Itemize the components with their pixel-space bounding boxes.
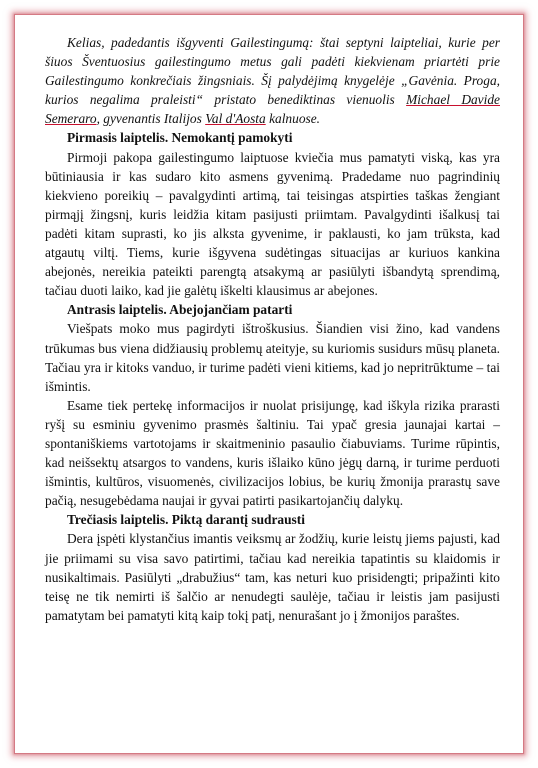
section-heading-3: Trečiasis laiptelis. Piktą darantį sudrausti xyxy=(67,512,305,528)
section-3-paragraph-1: Dera įspėti klystančius imantis veiksmų ar žodžių, kurie leistų jiems pajusti, kad jie priimami su visa savo patirtimi, tačiau kad nereikia tapatintis su klaidomis ir nusikaltimais. Pasiūlyti „drabužius“ tam, kas neturi kuo prisidengti; pripažinti kito teisę ne tik nemirti iš šalčio ar nenudegti saulėje, tačiau ir leistis jam pasijusti pamatytam bei pamatyti kitą kaip tokį patį, nenurašant jo į žmonijos paraštes. xyxy=(45,531,500,623)
author-name: Michael Davide Semeraro xyxy=(45,92,500,127)
section-heading-1: Pirmasis laiptelis. Nemokantį pamokyti xyxy=(67,130,293,146)
intro-text-3: kalnuose. xyxy=(265,111,321,127)
section-1-paragraph-1: Pirmoji pakopa gailestingumo laiptuose kviečia mus pamatyti viską, kas yra būtiniausia ir kas sudaro kito asmens gyvenimą. Pradedame nuo pagrindinių kiekvieno poreikių – pavalgydinti artimą, tai teisingas atspirties taškas žengiant pirmąjį žingsnį, kuris leidžia kitam pasijusti priimtam. Pavalgydinti išalkusį tai padėti kitam suprasti, ko jis alksta gyvenime, ir paklausti, ko jam trūksta, kad atgautų viltį. Tiems, kurie išgyvena sudėtingas situacijas ar kuriuos kankina abejonės, nereikia pateikti parengtą atsakymą ar pasiūlyti išbandytą sprendimą, tačiau duoti laiko, kad jie galėtų iškelti klausimus ar abejones. xyxy=(45,149,500,299)
section-2-paragraph-1: Viešpats moko mus pagirdyti ištroškusius. Šiandien visi žino, kad vandens trūkumas bus viena didžiausių problemų ateityje, su kuriomis susidurs mūsų planeta. Tačiau yra ir kitoks vanduo, ir turime padėti vieni kitiems, kad jo nepritrūktume – tai išmintis. xyxy=(45,321,500,394)
intro-text-2: , gyvenantis Italijos xyxy=(96,111,206,127)
section-heading-2: Antrasis laiptelis. Abejojančiam patarti xyxy=(67,302,293,318)
intro-text-1: Kelias, padedantis išgyventi Gailestingumą: štai septyni laipteliai, kurie per šiuos Šventuosius gailestingumo metus gali padėti kiekvienam priartėti prie Gailestingumo konkrečiais žingsniais. Šį palydėjimą knygelėje „Gavėnia. Proga, kurios negalima praleisti“ pristato benediktinas vienuolis xyxy=(45,35,500,108)
intro-paragraph xyxy=(45,33,500,128)
place-name: Val d'Aosta xyxy=(205,111,266,127)
section-2-paragraph-2: Esame tiek pertekę informacijos ir nuolat prisijungę, kad iškyla rizika prarasti ryšį su esminiu gyvenimo prasmės šaltiniu. Tai ypač gresia jaunajai kartai – spontaniškiems vartotojams ir skaitmeninio pasaulio čiabuviams. Turime rūpintis, kad neišsektų atsargos to vandens, kuris išlaiko kūno jėgų darną, ir turime perduoti išmintis, kultūros, visuomenės, civilizacijos lobius, be kurių žmonija prarastų save pačią, nesugebėdama naujai ir gyvai patirti pasikartojančių dalykų. xyxy=(45,397,500,509)
document-body xyxy=(45,33,500,625)
